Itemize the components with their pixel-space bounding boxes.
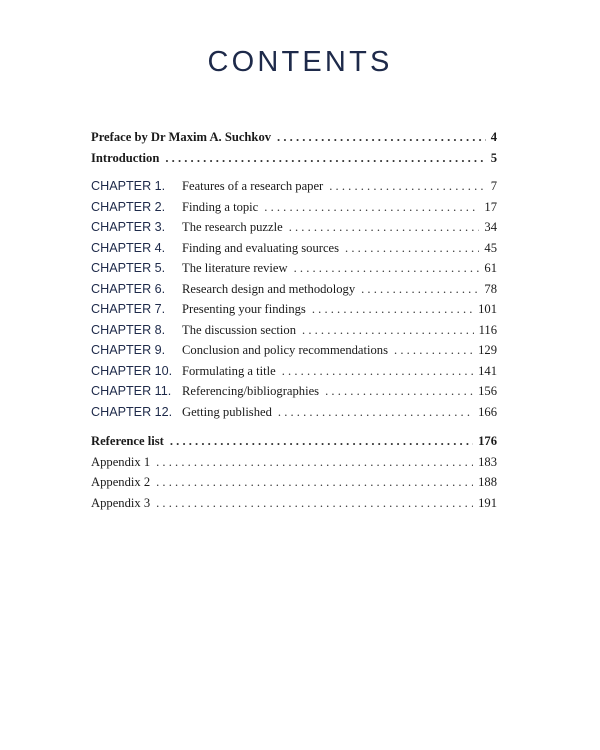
toc-entry-chapter-5[interactable] — [91, 261, 497, 282]
dot-leader — [165, 151, 485, 166]
dot-leader — [312, 302, 473, 317]
dot-leader — [278, 405, 473, 420]
toc-entry-chapter-10[interactable] — [91, 364, 497, 385]
chapter-number: CHAPTER 3. — [91, 220, 166, 234]
toc-entry-page: 5 — [490, 150, 497, 165]
toc-entry-label: Referencing/bibliographies — [182, 384, 320, 398]
chapter-number: CHAPTER 11. — [91, 384, 172, 398]
dot-leader — [289, 220, 480, 235]
chapter-number: CHAPTER 10. — [91, 363, 173, 378]
toc-entry-chapter-3[interactable] — [91, 220, 497, 241]
toc-entry-preface[interactable] — [91, 130, 497, 151]
toc-entry-label: Conclusion and policy recommendations — [182, 343, 389, 357]
toc-entry-page: 191 — [478, 495, 497, 510]
chapter-number: CHAPTER 2. — [91, 199, 166, 214]
dot-leader — [361, 282, 479, 297]
toc-entry-page: 141 — [478, 363, 497, 378]
toc-entry-page: 188 — [478, 475, 497, 489]
chapter-number: CHAPTER 1. — [91, 179, 166, 193]
toc-entry-introduction[interactable] — [91, 151, 497, 172]
toc-entry-reference-list[interactable] — [91, 434, 497, 455]
chapter-number: CHAPTER 5. — [91, 261, 166, 275]
toc-entry-page: 101 — [478, 302, 497, 316]
dot-leader — [329, 179, 485, 194]
toc-entry-chapter-8[interactable] — [91, 323, 497, 344]
chapter-number: CHAPTER 6. — [91, 281, 166, 296]
toc-entry-label: Presenting your findings — [182, 302, 306, 316]
toc-entry-label: Preface by Dr Maxim A. Suchkov — [91, 130, 272, 144]
toc-entry-page: 183 — [478, 454, 497, 469]
chapter-number: CHAPTER 4. — [91, 240, 166, 255]
chapter-number: CHAPTER 12. — [91, 404, 173, 419]
dot-leader — [264, 200, 479, 215]
toc-entry-label: Appendix 1 — [91, 454, 151, 469]
toc-entry-page: 17 — [484, 199, 497, 214]
toc-entry-label: Reference list — [91, 434, 164, 448]
toc-entry-label: Appendix 3 — [91, 495, 151, 510]
dot-leader — [170, 434, 473, 449]
toc-entry-appendix-2[interactable] — [91, 475, 497, 496]
toc-entry-chapter-4[interactable] — [91, 241, 497, 262]
toc-entry-label: The discussion section — [182, 322, 297, 337]
toc-entry-appendix-3[interactable] — [91, 496, 497, 517]
dot-leader — [394, 343, 473, 358]
table-of-contents — [91, 130, 497, 516]
toc-entry-label: Introduction — [91, 150, 160, 165]
toc-entry-page: 4 — [490, 130, 497, 144]
toc-entry-page: 78 — [484, 281, 497, 296]
toc-entry-chapter-6[interactable] — [91, 282, 497, 303]
dot-leader — [156, 455, 473, 470]
toc-entry-page: 129 — [478, 343, 497, 357]
toc-entry-label: Getting published — [182, 404, 272, 419]
chapter-number: CHAPTER 9. — [91, 343, 166, 357]
toc-entry-page: 61 — [484, 261, 497, 275]
toc-entry-label: Formulating a title — [182, 363, 276, 378]
toc-entry-chapter-7[interactable] — [91, 302, 497, 323]
toc-entry-page: 176 — [478, 434, 497, 448]
dot-leader — [282, 364, 473, 379]
toc-entry-page: 156 — [478, 384, 497, 398]
toc-entry-page: 34 — [484, 220, 497, 234]
toc-entry-chapter-1[interactable] — [91, 179, 497, 200]
dot-leader — [325, 384, 473, 399]
toc-entry-page: 166 — [478, 404, 497, 419]
toc-entry-label: Appendix 2 — [91, 475, 151, 489]
toc-entry-label: Finding and evaluating sources — [182, 240, 340, 255]
dot-leader — [294, 261, 480, 276]
toc-entry-page: 116 — [478, 322, 497, 337]
toc-entry-label: The research puzzle — [182, 220, 283, 234]
dot-leader — [156, 496, 473, 511]
toc-entry-page: 45 — [484, 240, 497, 255]
page-title: CONTENTS — [207, 46, 393, 78]
dot-leader — [277, 130, 486, 145]
toc-entry-page: 7 — [490, 179, 497, 193]
toc-entry-label: Research design and methodology — [182, 281, 356, 296]
toc-entry-chapter-11[interactable] — [91, 384, 497, 405]
toc-entry-label: The literature review — [182, 261, 288, 275]
chapter-number: CHAPTER 8. — [91, 322, 166, 337]
toc-entry-chapter-2[interactable] — [91, 200, 497, 221]
dot-leader — [156, 475, 473, 490]
dot-leader — [302, 323, 474, 338]
toc-entry-chapter-9[interactable] — [91, 343, 497, 364]
toc-entry-appendix-1[interactable] — [91, 455, 497, 476]
section-gap — [91, 425, 497, 434]
section-gap — [91, 171, 497, 179]
toc-entry-chapter-12[interactable] — [91, 405, 497, 426]
toc-entry-label: Features of a research paper — [182, 179, 324, 193]
chapter-number: CHAPTER 7. — [91, 302, 166, 316]
dot-leader — [345, 241, 479, 256]
toc-entry-label: Finding a topic — [182, 199, 259, 214]
